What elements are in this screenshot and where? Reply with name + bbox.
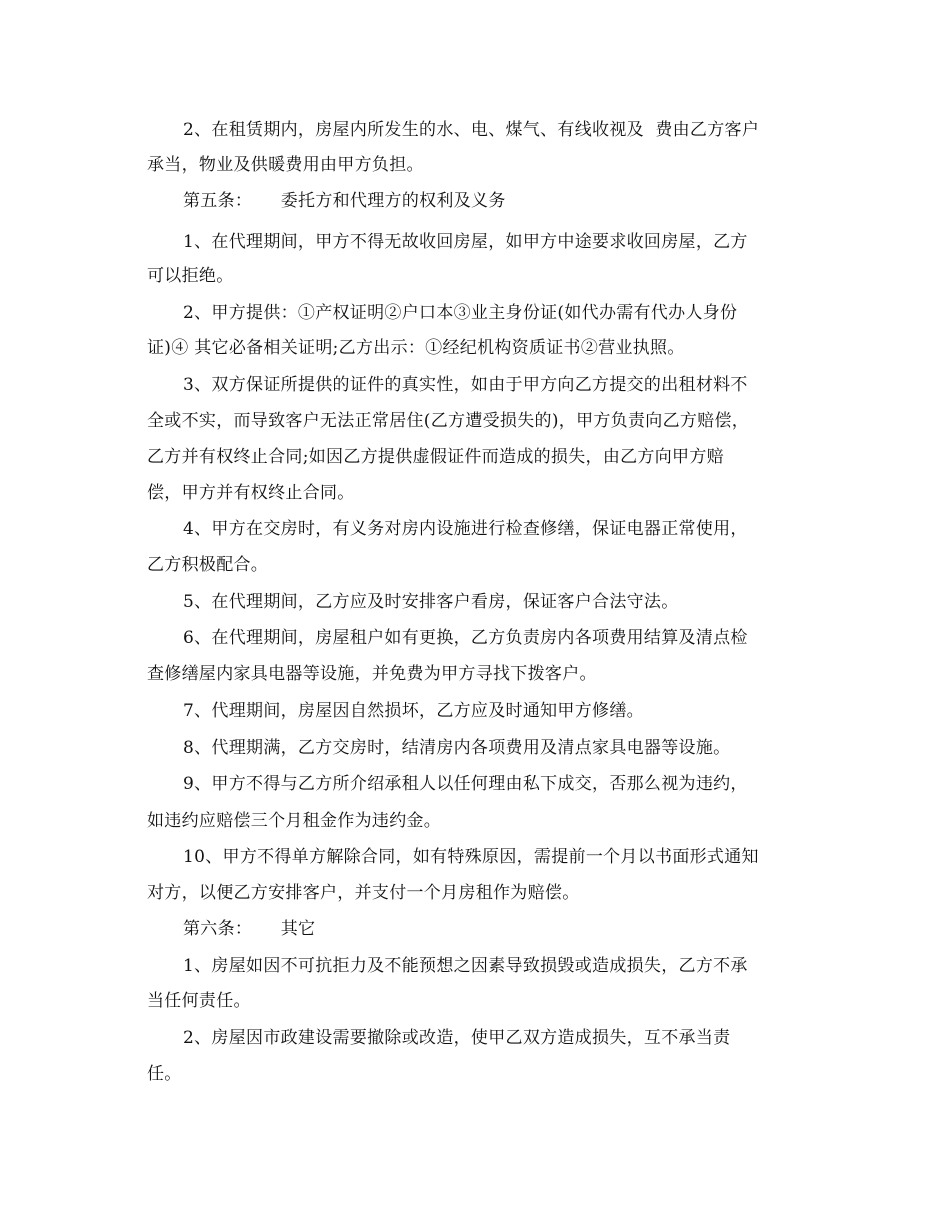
text-line: 2、在租赁期内，房屋内所发生的水、电、煤气、有线收视及 费由乙方客户 xyxy=(183,120,760,140)
text-line: 承当，物业及供暖费用由甲方负担。 xyxy=(147,155,424,175)
text-line: 对方，以便乙方安排客户，并支付一个月房租作为赔偿。 xyxy=(147,883,580,903)
text-line: 1、房屋如因不可抗拒力及不能预想之因素导致损毁或造成损失，乙方不承 xyxy=(183,956,748,976)
text-line: 如违约应赔偿三个月租金作为违约金。 xyxy=(147,811,442,831)
text-line: 7、代理期间，房屋因自然损坏，乙方应及时通知甲方修缮。 xyxy=(183,701,644,721)
text-line: 乙方并有权终止合同;如因乙方提供虚假证件而造成的损失，由乙方向甲方赔 xyxy=(147,447,724,467)
text-line: 10、甲方不得单方解除合同，如有特殊原因，需提前一个月以书面形式通知 xyxy=(183,847,759,867)
text-line: 全或不实，而导致客户无法正常居住(乙方遭受损失的)，甲方负责向乙方赔偿， xyxy=(147,411,750,431)
text-line: 偿，甲方并有权终止合同。 xyxy=(147,483,355,503)
section-heading: 第五条： 委托方和代理方的权利及义务 xyxy=(183,191,506,211)
text-line: 4、甲方在交房时，有义务对房内设施进行检查修缮，保证电器正常使用， xyxy=(183,519,748,539)
text-line: 8、代理期满，乙方交房时，结清房内各项费用及清点家具电器等设施。 xyxy=(183,738,731,758)
text-line: 当任何责任。 xyxy=(147,991,251,1011)
text-line: 3、双方保证所提供的证件的真实性，如由于甲方向乙方提交的出租材料不 xyxy=(183,375,748,395)
section-heading: 第六条： 其它 xyxy=(183,919,316,939)
text-line: 乙方积极配合。 xyxy=(147,555,269,575)
text-line: 查修缮屋内家具电器等设施，并免费为甲方寻找下拨客户。 xyxy=(147,664,597,684)
text-line: 5、在代理期间，乙方应及时安排客户看房，保证客户合法守法。 xyxy=(183,592,679,612)
text-line: 可以拒绝。 xyxy=(147,266,234,286)
text-line: 2、甲方提供：①产权证明②户口本③业主身份证(如代办需有代办人身份 xyxy=(183,303,738,323)
text-line: 任。 xyxy=(147,1064,182,1084)
text-line: 1、在代理期间，甲方不得无故收回房屋，如甲方中途要求收回房屋，乙方 xyxy=(183,232,748,252)
text-line: 证)④ 其它必备相关证明;乙方出示：①经纪机构资质证书②营业执照。 xyxy=(147,338,685,358)
text-line: 6、在代理期间，房屋租户如有更换，乙方负责房内各项费用结算及清点检 xyxy=(183,628,748,648)
text-line: 2、房屋因市政建设需要撤除或改造，使甲乙双方造成损失，互不承当责 xyxy=(183,1028,731,1048)
text-line: 9、甲方不得与乙方所介绍承租人以任何理由私下成交，否那么视为违约， xyxy=(183,774,748,794)
